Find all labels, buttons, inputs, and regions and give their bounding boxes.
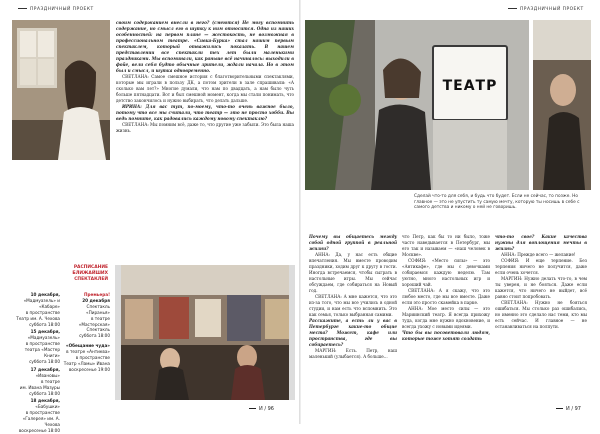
right-column-3: что-то свое? Какие качества нужны для воплощения мечты в жизнь? АННА: Прежде всего — желание! СОФИЯ: И еще терпение. Без терпения ничего не получится, даже если очень хочется. МАРГИН: Нужно делать что-то, в чем ты уверен, и не бояться. Даже если кажется, что ничего не выйдет, всё равно стоит попробовать. СВЕТЛАНА: Нужно не бояться ошибаться. Мы столько раз ошибались, но именно это сделало нас теми, кто мы есть сейчас. И главное — не останавливаться на полпути. [495, 234, 587, 329]
right-column-2: что Петр, как бы то ни было, тоже часто наведывается в Петербург, мы его так и называем — «наш человек в Москве». СОФИЯ: «Место силы» — это «Антикафе», где мы с девочками собираемся каждую неделю. Там уютно, много настольных игр и хороший чай. СВЕТЛАНА: А я скажу, что это любое место, где мы все вместе. Даже если это просто скамейка в парке. АННА: Мое место силы — это Мариинский театр. Я всегда прихожу туда, когда мне нужно вдохновение, и всегда ухожу с новыми идеями. Что бы вы посоветовали людям, которые тоже хотят создать [402, 234, 490, 341]
schedule-title: РАСПИСАНИЕ БЛИЖАЙШИХ СПЕКТАКЛЕЙ [72, 265, 108, 282]
schedule-entry: 15 декабря, «Мадмуазель» в пространстве театра «Мастер Книги» суббота 18:00 [24, 329, 60, 364]
schedule-column-a [12, 292, 60, 434]
right-page [301, 0, 600, 424]
schedule-entry: Премьера! 20 декабря Спектакль «Пиранья» в театре «Мастерская» Спектакль суббота 18:00 [78, 292, 110, 339]
schedule-entry: 17 декабря, «Ивановы» в театре им. Ивана Мазуры суббота 18:00 [19, 366, 60, 396]
schedule-entry: «Обещание чуда» в театре «Антиква» в пространстве Театр «Ламы» Ивана воскресенье 19:00 [63, 343, 110, 372]
left-kicker: ПРАЗДНИЧНЫЙ ПРОЕКТ [18, 7, 94, 12]
photo-right-strip [533, 20, 591, 190]
theatre-sign-text: ТЕАТР [442, 78, 498, 94]
photo-theatre-lobby [115, 265, 295, 400]
left-page [0, 0, 299, 433]
right-folio: И / 97 [553, 406, 581, 412]
right-kicker: ПРАЗДНИЧНЫЙ ПРОЕКТ [508, 7, 584, 12]
photo-caption: Сделай что-то для себя, и будь что будет. Если не сейчас, то позже. Но главное — это не упустить ту самую мечту, которую ты носишь в себе с самого детства и никому о ней не говоришь. [414, 194, 580, 211]
photo-theatre-sign [305, 20, 529, 190]
schedule-column-b [62, 292, 110, 373]
schedule-entry: 18 декабря, «Бабушки» в пространстве «Галерея» им. А. Чехова воскресенье 18:00 [18, 398, 60, 433]
photo-person-window [12, 20, 110, 160]
right-column-1: Почему вы общаетесь между собой одной группой в реальной жизни? АННА: Да, у нас есть общие впечатления. Мы вместе проводим праздники, ходим друг к другу в гости. Иногда встречаемся, чтобы сыграть в настольные игры. Мы сейчас обсуждаем, где собираться на Новый год. СВЕТЛАНА: А мне кажется, что это из-за того, что мы все учились в одной студии, и нам есть что вспомнить. Это как семья, только выбранная самими. Расскажите, а есть ли у вас в Петербурге какие-то общие места? Может, кафе или пространства, где вы собираетесь? МАРГИН: Есть. Петр, наш маленький (улыбается). А больше... [309, 234, 397, 359]
left-folio: И / 96 [246, 406, 274, 412]
left-column-text: своим содержанием внесли в него? (смеются) Не могу вспомнить содержание, но смысл его в шутку к ним относится. Одна из наших особенностей: на первом плане — жестокость, не возможная в профессиональном театре. «Сивка-Бурка» стал нашим первым спектаклем, который отважились показать. В нашем представлении все спектакли тех лет были маленькими праздниками. Мы вспоминали, как раньше всё начиналось: выходили в фойе, вели себя будто обычные зрители, ждали начала. Но в этом был и смысл, и шутка одновременно. СВЕТЛАНА: Самое смешное история с благотворительными спектаклями, которые мы играли в пользу ДК, а потом зрители в зале спрашивали: «А сколько вам лет?» Многие думали, что нам по двадцать, а нам было чуть больше пятнадцати. Вот и был смешной момент, когда мы стали понимать, что детство закончилось и нужно выбирать, что делать дальше. ИРИНА: Для вас тут, по-моему, что-то очень важное было, потому что все мы считали, что театр — это не просто хобби. Вы ведь помните, как радовались каждому новому спектаклю? СВЕТЛАНА: Мы помним всё, даже то, что другие уже забыли. Это была наша жизнь. [116, 20, 294, 133]
schedule-entry: 10 декабря, «Мадмуазель» и «Кабаре» в пространстве Театр им. А. Чехова суббота 18:00 [16, 292, 60, 327]
